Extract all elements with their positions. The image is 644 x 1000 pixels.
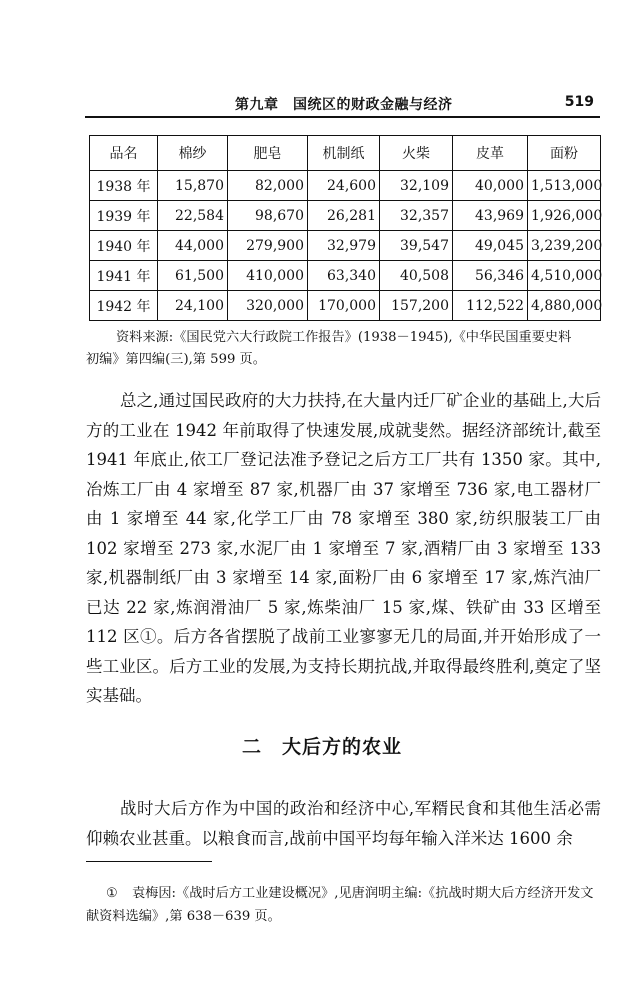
column-header: 火柴 [380,136,453,171]
column-header: 肥皂 [228,136,308,171]
source-note-line1: 资料来源:《国民党六大行政院工作报告》(1938－1945),《中华民国重要史料 [116,330,572,345]
table-cell: 40,508 [380,261,453,291]
table-cell: 1938 年 [90,171,158,201]
table-row [90,291,601,321]
section-title: 二 大后方的农业 [241,736,402,758]
table-row [90,171,601,201]
table-cell: 15,870 [158,171,228,201]
page-number: 519 [564,94,594,110]
footnote [86,882,601,928]
table-row [90,201,601,231]
body-paragraph-industry: 总之,通过国民政府的大力扶持,在大量内迁厂矿企业的基础上,大后方的工业在 1942 年前取得了快速发展,成就斐然。据经济部统计,截至 1941 年底止,依工厂登记法准予登记之后方工厂共有 1350 家。其中,冶炼工厂由 4 家增至 87 家,机器厂由 37 家增至 736 家,电工器材厂由 1 家增至 44 家,化学工厂由 78 家增至 380 家,纺织服装工厂由 102 家增至 273 家,水泥厂由 1 家增至 7 家,酒精厂由 3 家增至 133 家,机器制纸厂由 3 家增至 14 家,面粉厂由 6 家增至 17 家,炼汽油厂已达 22 家,炼润滑油厂 5 家,炼柴油厂 15 家,煤、铁矿由 33 区增至 112 区①。后方各省摆脱了战前工业寥寥无几的局面,并开始形成了一些工业区。后方工业的发展,为支持长期抗战,并取得最终胜利,奠定了坚实基础。 [86,391,601,705]
production-table [89,135,601,321]
table-header [90,136,601,171]
table-cell: 279,900 [228,231,308,261]
table-cell: 24,100 [158,291,228,321]
column-header: 棉纱 [158,136,228,171]
table-cell: 1940 年 [90,231,158,261]
page-header [85,92,600,118]
table-cell: 3,239,200 [528,231,601,261]
table-cell: 98,670 [228,201,308,231]
table-cell: 61,500 [158,261,228,291]
table-cell: 4,510,000 [528,261,601,291]
footnote-text: 袁梅因:《战时后方工业建设概况》,见唐润明主编:《抗战时期大后方经济开发文献资料选编》,第 638－639 页。 [86,886,594,924]
chapter-title: 第九章 国统区的财政金融与经济 [235,97,453,113]
footnote-divider [86,861,212,862]
table-cell: 1942 年 [90,291,158,321]
table-cell: 24,600 [308,171,380,201]
table-cell: 1939 年 [90,201,158,231]
table-cell: 32,357 [380,201,453,231]
table-cell: 320,000 [228,291,308,321]
column-header: 品名 [90,136,158,171]
table-cell: 170,000 [308,291,380,321]
column-header: 面粉 [528,136,601,171]
table-cell: 1,926,000 [528,201,601,231]
table-cell: 22,584 [158,201,228,231]
table-cell: 1,513,000 [528,171,601,201]
footnote-marker: ① [106,886,118,901]
table-cell: 410,000 [228,261,308,291]
table-cell: 63,340 [308,261,380,291]
table-row [90,261,601,291]
table-cell: 43,969 [453,201,528,231]
column-header: 皮革 [453,136,528,171]
table-cell: 157,200 [380,291,453,321]
table-cell: 82,000 [228,171,308,201]
table-cell: 26,281 [308,201,380,231]
table-cell: 112,522 [453,291,528,321]
column-header: 机制纸 [308,136,380,171]
table-cell: 44,000 [158,231,228,261]
source-note-line2: 初编》第四编(三),第 599 页。 [86,352,266,367]
table-cell: 49,045 [453,231,528,261]
table-cell: 39,547 [380,231,453,261]
table-cell: 32,979 [308,231,380,261]
table-cell: 32,109 [380,171,453,201]
table-row [90,231,601,261]
table-cell: 40,000 [453,171,528,201]
table-cell: 4,880,000 [528,291,601,321]
table-cell: 56,346 [453,261,528,291]
table-cell: 1941 年 [90,261,158,291]
body-paragraph-agriculture: 战时大后方作为中国的政治和经济中心,军糈民食和其他生活必需仰赖农业甚重。以粮食而言,战前中国平均每年输入洋米达 1600 余 [86,799,601,848]
